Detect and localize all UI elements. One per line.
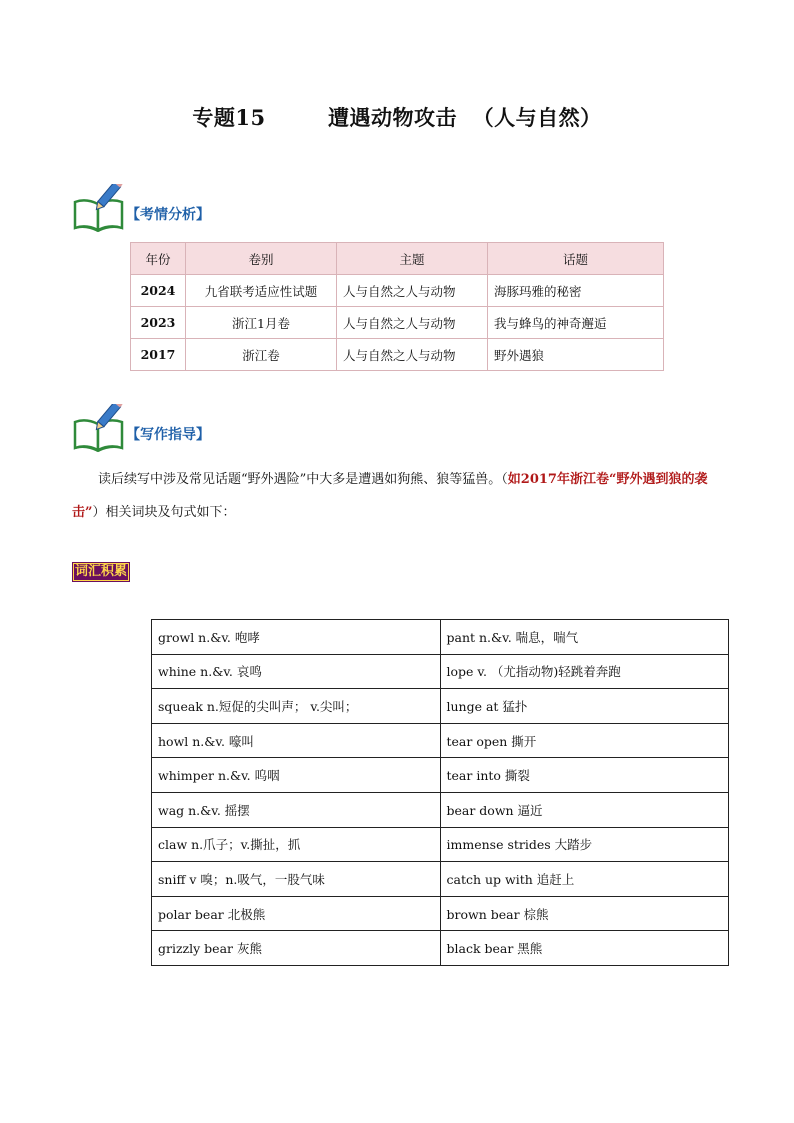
table-row [152,689,729,724]
cell-paper: 浙江1月卷 [186,307,337,339]
guide-highlight: 如2017年浙江卷“野外遇到狼的袭击” [72,472,708,520]
cell-theme: 人与自然之人与动物 [337,275,488,307]
vocab-cell: whine n.&v. 哀鸣 [152,654,441,689]
vocab-cell: tear open 撕开 [440,723,729,758]
cell-year: 2017 [131,339,186,371]
section-header-guide [72,404,372,454]
vocab-cell: pant n.&v. 喘息，喘气 [440,620,729,655]
vocab-cell: claw n.爪子；v.撕扯，抓 [152,827,441,862]
vocab-cell: whimper n.&v. 呜咽 [152,758,441,793]
vocab-cell: bear down 逼近 [440,792,729,827]
table-row [131,275,664,307]
vocab-cell: brown bear 棕熊 [440,896,729,931]
cell-theme: 人与自然之人与动物 [337,307,488,339]
table-row [152,723,729,758]
vocab-cell: catch up with 追赶上 [440,862,729,897]
table-row [152,792,729,827]
cell-paper: 浙江卷 [186,339,337,371]
section-header-analysis [72,184,372,234]
cell-paper: 九省联考适应性试题 [186,275,337,307]
book-pencil-icon [72,404,126,454]
guide-text-2: ）相关词块及句式如下： [92,505,236,520]
table-row [152,827,729,862]
section-label-guide: 【写作指导】 [126,427,210,443]
vocab-cell: polar bear 北极熊 [152,896,441,931]
section-label-analysis: 【考情分析】 [126,207,210,223]
cell-topic: 野外遇狼 [488,339,664,371]
header-year: 年份 [131,243,186,275]
vocab-cell: immense strides 大踏步 [440,827,729,862]
cell-topic: 我与蜂鸟的神奇邂逅 [488,307,664,339]
vocab-section-tag: 词汇积累 [72,562,130,582]
header-paper: 卷别 [186,243,337,275]
table-header-row [131,243,664,275]
vocab-cell: growl n.&v. 咆哮 [152,620,441,655]
vocab-cell: black bear 黑熊 [440,931,729,966]
table-row [152,931,729,966]
vocab-table [151,619,729,966]
cell-topic: 海豚玛雅的秘密 [488,275,664,307]
vocab-cell: squeak n.短促的尖叫声； v.尖叫； [152,689,441,724]
table-row [152,620,729,655]
table-row [152,758,729,793]
analysis-table [130,242,664,371]
vocab-cell: howl n.&v. 嚎叫 [152,723,441,758]
table-row [131,307,664,339]
page-title: 专题15 遭遇动物攻击 （人与自然） [192,105,602,130]
vocab-cell: wag n.&v. 摇摆 [152,792,441,827]
table-row [131,339,664,371]
cell-theme: 人与自然之人与动物 [337,339,488,371]
cell-year: 2023 [131,307,186,339]
table-row [152,654,729,689]
vocab-cell: lunge at 猛扑 [440,689,729,724]
table-row [152,896,729,931]
vocab-cell: lope v. （尤指动物)轻跳着奔跑 [440,654,729,689]
cell-year: 2024 [131,275,186,307]
guide-paragraph [72,463,726,529]
vocab-cell: tear into 撕裂 [440,758,729,793]
guide-text-1: 读后续写中涉及常见话题“野外遇险”中大多是遭遇如狗熊、狼等猛兽。（ [98,472,508,487]
header-theme: 主题 [337,243,488,275]
header-topic: 话题 [488,243,664,275]
table-row [152,862,729,897]
book-pencil-icon [72,184,126,234]
vocab-cell: grizzly bear 灰熊 [152,931,441,966]
vocab-cell: sniff v 嗅；n.吸气，一股气味 [152,862,441,897]
